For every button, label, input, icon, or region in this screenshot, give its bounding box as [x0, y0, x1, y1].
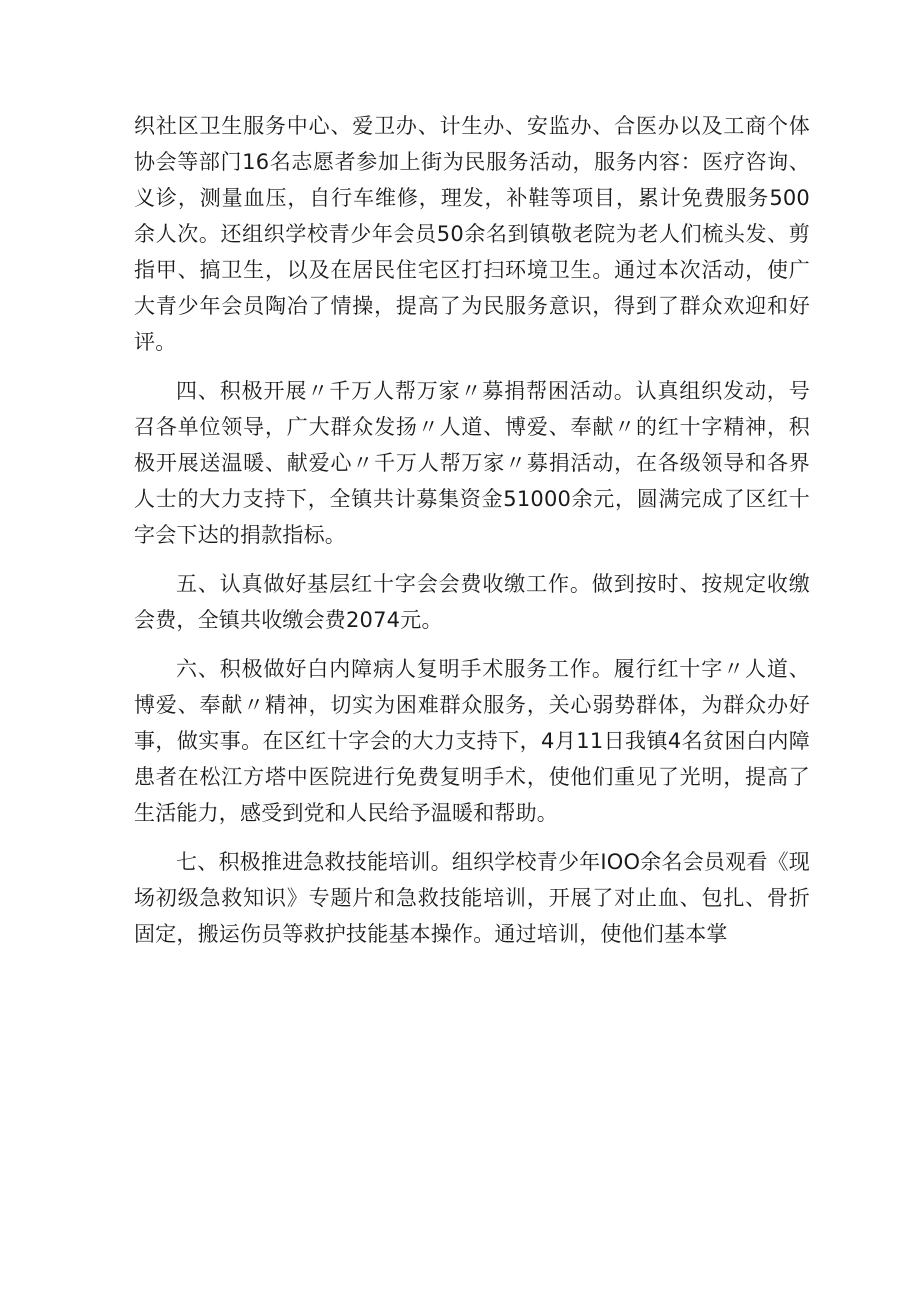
paragraph-first-aid-training: 七、积极推进急救技能培训。组织学校青少年IOO余名会员观看《现场初级急救知识》专题片和急救技能培训，开展了对止血、包扎、骨折固定，搬运伤员等救护技能基本操作。通过培训，使他们基本掌 — [134, 850, 810, 946]
document-body — [134, 108, 810, 952]
paragraph-cataract-surgery: 六、积极做好白内障病人复明手术服务工作。履行红十字〃人道、博爱、奉献〃精神，切实为困难群众服务，关心弱势群体，为群众办好事，做实事。在区红十字会的大力支持下，4月11日我镇4名贫困白内障患者在松江方塔中医院进行免费复明手术，使他们重见了光明，提高了生活能力，感受到党和人民给予温暖和帮助。 — [134, 657, 810, 825]
paragraph-membership-fees: 五、认真做好基层红十字会会费收缴工作。做到按时、按规定收缴会费，全镇共收缴会费2074元。 — [134, 572, 810, 632]
paragraph-fundraising: 四、积极开展〃千万人帮万家〃募捐帮困活动。认真组织发动，号召各单位领导，广大群众发扬〃人道、博爱、奉献〃的红十字精神，积极开展送温暖、献爱心〃千万人帮万家〃募捐活动，在各级领导和各界人士的大力支持下，全镇共计募集资金51000余元，圆满完成了区红十字会下达的捐款指标。 — [134, 379, 810, 547]
paragraph-volunteer-service: 织社区卫生服务中心、爱卫办、计生办、安监办、合医办以及工商个体协会等部门16名志愿者参加上街为民服务活动，服务内容：医疗咨询、义诊，测量血压，自行车维修，理发，补鞋等项目，累计免费服务500余人次。还组织学校青少年会员50余名到镇敬老院为老人们梳头发、剪指甲、搞卫生，以及在居民住宅区打扫环境卫生。通过本次活动，使广大青少年会员陶冶了情操，提高了为民服务意识，得到了群众欢迎和好评。 — [134, 114, 810, 354]
